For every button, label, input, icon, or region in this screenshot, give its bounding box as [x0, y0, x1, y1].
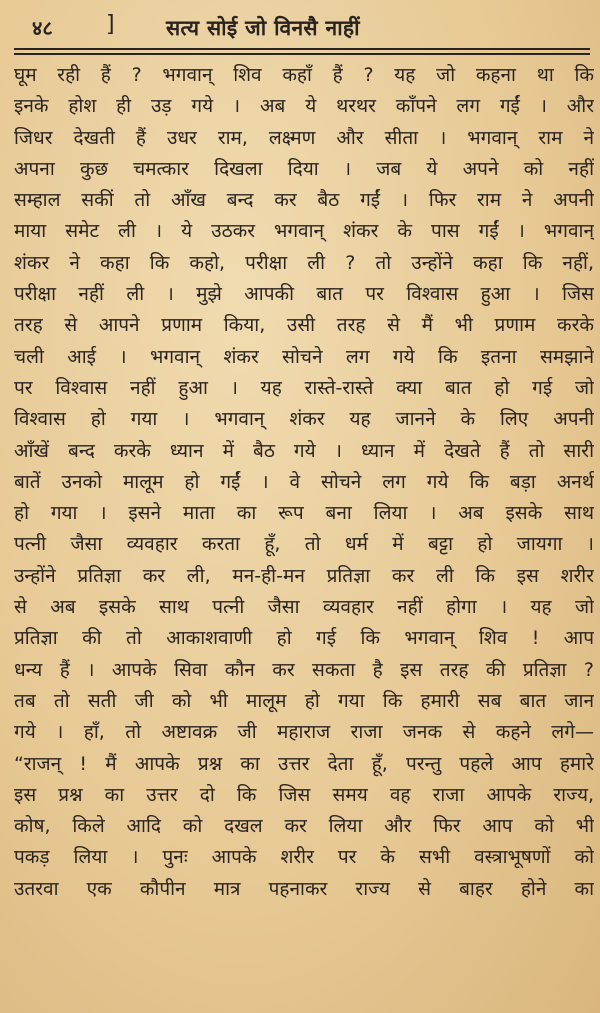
text-line: इनके होश ही उड़ गये । अब ये थरथर काँपने लग गईं । और: [14, 95, 594, 118]
text-line: बातें उनको मालूम हो गईं । वे सोचने लग गये कि बड़ा अनर्थ: [14, 470, 594, 493]
running-title: सत्य सोई जो विनसै नाहीं: [166, 16, 360, 40]
text-line: प्रतिज्ञा की तो आकाशवाणी हो गई कि भगवान् शिव ! आप: [14, 627, 594, 650]
text-line: कोष, किले आदि को दखल कर लिया और फिर आप को भी: [14, 815, 594, 838]
text-line: जिधर देखती हैं उधर राम, लक्ष्मण और सीता । भगवान् राम ने: [14, 126, 594, 149]
text-line: अपना कुछ चमत्कार दिखला दिया । जब ये अपने को नहीं: [14, 157, 594, 180]
text-line: से अब इसके साथ पत्नी जैसा व्यवहार नहीं होगा । यह जो: [14, 596, 594, 619]
text-line: पकड़ लिया । पुनः आपके शरीर पर के सभी वस्त्राभूषणों को: [14, 846, 594, 869]
text-line: इस प्रश्न का उत्तर दो कि जिस समय वह राजा आपके राज्य,: [14, 783, 594, 806]
text-line: उन्होंने प्रतिज्ञा कर ली, मन-ही-मन प्रतिज्ञा कर ली कि इस शरीर: [14, 564, 594, 587]
text-line: माया समेट ली । ये उठकर भगवान् शंकर के पास गईं । भगवान्: [14, 220, 594, 243]
body-text: [14, 60, 594, 905]
text-line: घूम रही हैं ? भगवान् शिव कहाँ हैं ? यह जो कहना था कि: [14, 64, 594, 86]
text-line: पत्नी जैसा व्यवहार करता हूँ, तो धर्म में बट्टा हो जायगा ।: [14, 533, 594, 556]
text-line: तरह से आपने प्रणाम किया, उसी तरह से मैं भी प्रणाम करके: [14, 314, 594, 337]
header-rule-bottom: [14, 53, 590, 55]
text-line: सम्हाल सकीं तो आँख बन्द कर बैठ गईं । फिर राम ने अपनी: [14, 189, 594, 212]
text-line: हो गया । इसने माता का रूप बना लिया । अब इसके साथ: [14, 502, 594, 525]
text-line: “राजन् ! मैं आपके प्रश्न का उत्तर देता हूँ, परन्तु पहले आप हमारे: [14, 752, 594, 775]
header-rule-top: [14, 48, 590, 50]
text-line: उतरवा एक कौपीन मात्र पहनाकर राज्य से बाहर होने का: [14, 877, 594, 900]
text-line: विश्वास हो गया । भगवान् शंकर यह जानने के लिए अपनी: [14, 408, 594, 431]
text-line: आँखें बन्द करके ध्यान में बैठ गये । ध्यान में देखते हैं तो सारी: [14, 439, 594, 462]
text-line: गये । हाँ, तो अष्टावक्र जी महाराज राजा जनक से कहने लगे—: [14, 721, 594, 744]
page-header: [16, 10, 590, 50]
text-line: तब तो सती जी को भी मालूम हो गया कि हमारी सब बात जान: [14, 689, 594, 712]
text-line: परीक्षा नहीं ली । मुझे आपकी बात पर विश्वास हुआ । जिस: [14, 283, 594, 306]
page-number: ४८: [32, 16, 53, 40]
text-line: पर विश्वास नहीं हुआ । यह रास्ते-रास्ते क्या बात हो गई जो: [14, 376, 594, 399]
text-line: धन्य हैं । आपके सिवा कौन कर सकता है इस तरह की प्रतिज्ञा ?: [14, 658, 594, 681]
header-bracket: ]: [106, 12, 115, 37]
text-line: शंकर ने कहा कि कहो, परीक्षा ली ? तो उन्होंने कहा कि नहीं,: [14, 251, 594, 274]
text-line: चली आई । भगवान् शंकर सोचने लग गये कि इतना समझाने: [14, 345, 594, 368]
